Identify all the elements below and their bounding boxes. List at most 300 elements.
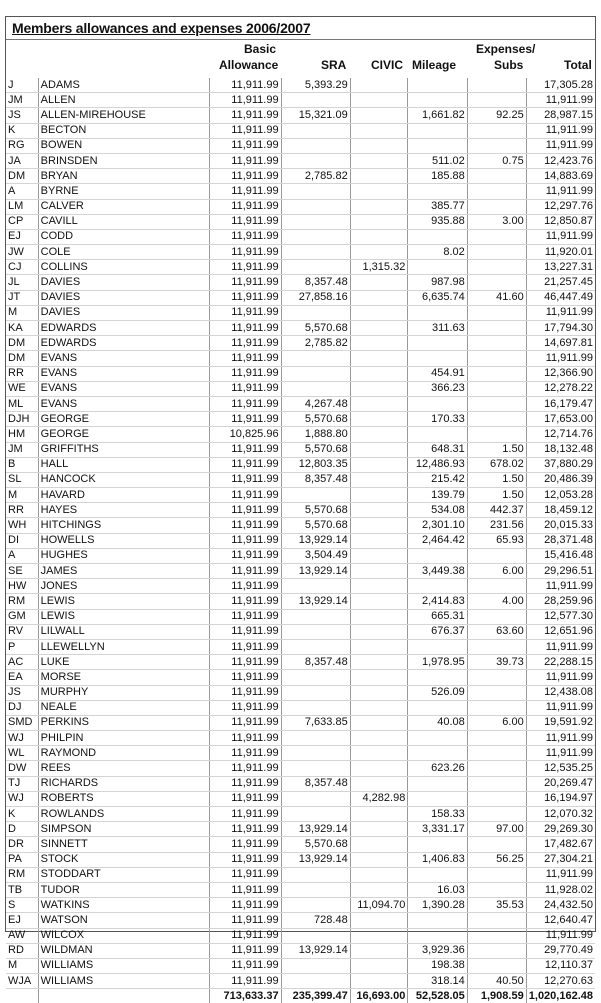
sra-cell [281,214,350,229]
mileage-cell: 534.08 [408,503,467,518]
table-row [6,503,595,518]
sra-cell: 13,929.14 [281,822,350,837]
civic-cell [350,837,408,852]
total-cell: 13,227.31 [526,260,595,275]
mileage-cell [408,928,467,943]
sra-cell [281,791,350,806]
member-initials: M [6,958,38,973]
member-surname: JONES [38,579,209,594]
total-cell: 11,911.99 [526,229,595,244]
expenses-cell [467,275,526,290]
expenses-cell: 3.00 [467,214,526,229]
basic-allowance-cell: 11,911.99 [209,943,281,958]
member-initials: HM [6,427,38,442]
expenses-cell: 231.56 [467,518,526,533]
table-row [6,472,595,487]
member-surname: MURPHY [38,685,209,700]
expenses-cell [467,761,526,776]
mileage-cell [408,700,467,715]
expenses-cell: 39.73 [467,655,526,670]
civic-cell [350,78,408,93]
civic-cell [350,882,408,897]
table-row [6,123,595,138]
total-cell: 12,278.22 [526,381,595,396]
member-surname: HAYES [38,503,209,518]
total-cell: 11,911.99 [526,138,595,153]
table-row [6,655,595,670]
expenses-cell [467,78,526,93]
member-surname: STODDART [38,867,209,882]
title-row [6,17,595,40]
member-surname: ADAMS [38,78,209,93]
member-initials: CP [6,214,38,229]
sra-cell: 4,267.48 [281,396,350,411]
basic-allowance-cell: 11,911.99 [209,351,281,366]
total-cell: 17,305.28 [526,78,595,93]
sra-cell: 13,929.14 [281,594,350,609]
member-surname: LEWIS [38,594,209,609]
total-cell: 14,883.69 [526,169,595,184]
civic-cell [350,807,408,822]
sra-cell: 5,570.68 [281,518,350,533]
civic-cell [350,761,408,776]
basic-allowance-cell: 11,911.99 [209,898,281,913]
mileage-cell: 2,414.83 [408,594,467,609]
member-surname: WATKINS [38,898,209,913]
table-row [6,336,595,351]
member-initials: JT [6,290,38,305]
member-initials: JM [6,442,38,457]
member-surname: EVANS [38,351,209,366]
expenses-cell [467,138,526,153]
basic-allowance-cell: 11,911.99 [209,548,281,563]
header-expenses-line1: Expenses/ [476,42,536,56]
mileage-cell [408,229,467,244]
expenses-cell: 40.50 [467,974,526,989]
page-title: Members allowances and expenses 2006/2007 [12,20,311,36]
mileage-cell: 6,635.74 [408,290,467,305]
civic-cell [350,275,408,290]
member-surname: HALL [38,457,209,472]
total-cell: 11,911.99 [526,867,595,882]
total-cell: 17,653.00 [526,412,595,427]
civic-cell [350,305,408,320]
basic-allowance-cell: 11,911.99 [209,123,281,138]
member-surname: BRYAN [38,169,209,184]
basic-allowance-cell: 11,911.99 [209,381,281,396]
total-cell: 12,535.25 [526,761,595,776]
total-cell: 11,911.99 [526,746,595,761]
total-cell: 11,911.99 [526,700,595,715]
expenses-cell [467,184,526,199]
table-row [6,639,595,654]
total-cell: 28,259.96 [526,594,595,609]
expenses-cell [467,807,526,822]
mileage-cell: 1,978.95 [408,655,467,670]
member-surname: BECTON [38,123,209,138]
mileage-cell [408,184,467,199]
member-initials: EJ [6,229,38,244]
table-row [6,290,595,305]
sra-cell [281,153,350,168]
table-row [6,305,595,320]
basic-allowance-cell: 11,911.99 [209,321,281,336]
table-row [6,138,595,153]
basic-allowance-cell: 11,911.99 [209,594,281,609]
member-initials: WJ [6,731,38,746]
table-row [6,928,595,943]
table-row [6,700,595,715]
member-initials: DI [6,533,38,548]
civic-cell [350,594,408,609]
basic-allowance-cell: 11,911.99 [209,609,281,624]
civic-cell [350,852,408,867]
civic-cell [350,229,408,244]
sra-cell [281,974,350,989]
civic-cell [350,943,408,958]
mileage-cell: 511.02 [408,153,467,168]
table-row [6,321,595,336]
member-initials: PA [6,852,38,867]
sra-cell: 13,929.14 [281,533,350,548]
sra-cell: 5,570.68 [281,442,350,457]
mileage-cell: 665.31 [408,609,467,624]
mileage-cell: 311.63 [408,321,467,336]
expenses-cell [467,366,526,381]
member-surname: WILDMAN [38,943,209,958]
sra-cell: 5,393.29 [281,78,350,93]
member-surname: WILLIAMS [38,974,209,989]
sra-cell [281,867,350,882]
total-cell: 11,920.01 [526,245,595,260]
table-row [6,351,595,366]
member-surname: REES [38,761,209,776]
member-initials: RR [6,503,38,518]
basic-allowance-cell: 11,911.99 [209,396,281,411]
mileage-cell: 987.98 [408,275,467,290]
sra-cell [281,928,350,943]
total-member-surname [38,989,209,1003]
basic-allowance-cell: 11,911.99 [209,746,281,761]
member-initials: SE [6,564,38,579]
expenses-cell [467,882,526,897]
expenses-cell [467,123,526,138]
mileage-cell: 170.33 [408,412,467,427]
table-row [6,518,595,533]
expenses-cell [467,351,526,366]
sra-cell: 2,785.82 [281,336,350,351]
member-surname: HOWELLS [38,533,209,548]
total-cell: 28,987.15 [526,108,595,123]
total-cell: 20,015.33 [526,518,595,533]
member-initials: AW [6,928,38,943]
expenses-cell: 35.53 [467,898,526,913]
expenses-cell: 65.93 [467,533,526,548]
header-mileage: Mileage [412,58,457,72]
basic-allowance-cell: 11,911.99 [209,412,281,427]
civic-cell [350,579,408,594]
table-row [6,381,595,396]
header-civic: CIVIC [371,58,404,72]
member-initials: DM [6,351,38,366]
member-initials: DM [6,336,38,351]
member-surname: WILCOX [38,928,209,943]
expenses-cell: 442.37 [467,503,526,518]
expenses-cell [467,427,526,442]
expenses-cell [467,305,526,320]
basic-allowance-cell: 11,911.99 [209,472,281,487]
table-row [6,913,595,928]
basic-allowance-cell: 11,911.99 [209,305,281,320]
total-cell: 12,110.37 [526,958,595,973]
member-surname: LILWALL [38,624,209,639]
basic-allowance-cell: 11,911.99 [209,108,281,123]
member-surname: PERKINS [38,715,209,730]
sra-cell: 8,357.48 [281,275,350,290]
total-cell: 27,304.21 [526,852,595,867]
table-row [6,852,595,867]
sra-cell [281,807,350,822]
basic-allowance-cell: 11,911.99 [209,837,281,852]
sra-cell [281,351,350,366]
mileage-cell [408,138,467,153]
member-surname: HANCOCK [38,472,209,487]
mileage-cell: 935.88 [408,214,467,229]
sra-cell: 2,785.82 [281,169,350,184]
member-initials: K [6,807,38,822]
basic-allowance-cell: 11,911.99 [209,974,281,989]
sra-cell [281,731,350,746]
civic-cell [350,321,408,336]
sra-cell [281,609,350,624]
expenses-cell [467,260,526,275]
sra-cell [281,882,350,897]
mileage-cell [408,351,467,366]
member-surname: LLEWELLYN [38,639,209,654]
civic-cell [350,427,408,442]
expenses-cell [467,93,526,108]
member-initials: JM [6,93,38,108]
mileage-cell [408,123,467,138]
expenses-cell: 1.50 [467,488,526,503]
member-surname: RICHARDS [38,776,209,791]
civic-cell [350,822,408,837]
member-initials: WL [6,746,38,761]
total-civic-cell: 16,693.00 [350,989,408,1003]
civic-cell [350,214,408,229]
sra-cell [281,184,350,199]
total-cell: 12,053.28 [526,488,595,503]
sra-cell: 5,570.68 [281,837,350,852]
table-row [6,776,595,791]
sra-cell [281,624,350,639]
member-surname: BYRNE [38,184,209,199]
header-basic-line2: Allowance [219,58,279,72]
mileage-cell [408,776,467,791]
total-cell: 24,432.50 [526,898,595,913]
sra-cell: 13,929.14 [281,943,350,958]
civic-cell: 4,282.98 [350,791,408,806]
member-surname: SIMPSON [38,822,209,837]
table-row [6,169,595,184]
sra-cell [281,123,350,138]
sra-cell: 7,633.85 [281,715,350,730]
member-surname: WATSON [38,913,209,928]
expenses-cell: 41.60 [467,290,526,305]
basic-allowance-cell: 11,911.99 [209,503,281,518]
total-cell: 16,194.97 [526,791,595,806]
total-member-initials [6,989,38,1003]
civic-cell [350,412,408,427]
civic-cell [350,518,408,533]
expenses-cell [467,913,526,928]
basic-allowance-cell: 11,911.99 [209,579,281,594]
civic-cell [350,533,408,548]
mileage-cell: 139.79 [408,488,467,503]
basic-allowance-cell: 11,911.99 [209,199,281,214]
expenses-cell [467,396,526,411]
basic-allowance-cell: 11,911.99 [209,229,281,244]
total-cell: 37,880.29 [526,457,595,472]
total-cell: 12,651.96 [526,624,595,639]
basic-allowance-cell: 11,911.99 [209,882,281,897]
member-surname: LUKE [38,655,209,670]
civic-cell [350,381,408,396]
total-mileage-cell: 52,528.05 [408,989,467,1003]
basic-allowance-cell: 11,911.99 [209,366,281,381]
civic-cell [350,442,408,457]
member-initials: P [6,639,38,654]
table-row [6,260,595,275]
mileage-cell [408,731,467,746]
mileage-cell [408,791,467,806]
mileage-cell: 1,390.28 [408,898,467,913]
expenses-cell: 56.25 [467,852,526,867]
total-cell: 12,366.90 [526,366,595,381]
expenses-cell [467,958,526,973]
member-initials: RG [6,138,38,153]
total-cell: 11,928.02 [526,882,595,897]
member-initials: S [6,898,38,913]
member-surname: HAVARD [38,488,209,503]
civic-cell [350,366,408,381]
mileage-cell: 623.26 [408,761,467,776]
total-cell: 11,911.99 [526,731,595,746]
mileage-cell: 366.23 [408,381,467,396]
table-row [6,153,595,168]
total-cell: 21,257.45 [526,275,595,290]
civic-cell [350,472,408,487]
mileage-cell [408,427,467,442]
total-cell: 12,423.76 [526,153,595,168]
expenses-cell [467,245,526,260]
expenses-cell [467,670,526,685]
member-initials: KA [6,321,38,336]
basic-allowance-cell: 11,911.99 [209,564,281,579]
header-basic-line1: Basic [244,42,277,56]
member-surname: EDWARDS [38,336,209,351]
totals-row [6,989,595,1003]
civic-cell [350,548,408,563]
total-cell: 11,911.99 [526,639,595,654]
total-cell: 18,459.12 [526,503,595,518]
civic-cell [350,184,408,199]
total-cell: 29,770.49 [526,943,595,958]
basic-allowance-cell: 11,911.99 [209,807,281,822]
expenses-cell: 6.00 [467,564,526,579]
total-cell: 12,577.30 [526,609,595,624]
sra-cell [281,381,350,396]
sra-cell: 12,803.35 [281,457,350,472]
table-row [6,822,595,837]
sra-cell [281,670,350,685]
member-surname: ROWLANDS [38,807,209,822]
total-cell: 46,447.49 [526,290,595,305]
basic-allowance-cell: 11,911.99 [209,184,281,199]
sra-cell [281,639,350,654]
table-row [6,245,595,260]
civic-cell [350,351,408,366]
member-initials: SMD [6,715,38,730]
mileage-cell: 3,449.38 [408,564,467,579]
total-cell: 12,714.76 [526,427,595,442]
member-initials: CJ [6,260,38,275]
civic-cell [350,503,408,518]
table-row [6,898,595,913]
mileage-cell: 1,661.82 [408,108,467,123]
civic-cell [350,776,408,791]
table-row [6,807,595,822]
table-row [6,609,595,624]
member-surname: DAVIES [38,290,209,305]
basic-allowance-cell: 11,911.99 [209,93,281,108]
basic-allowance-cell: 11,911.99 [209,852,281,867]
expenses-cell: 4.00 [467,594,526,609]
basic-allowance-cell: 11,911.99 [209,685,281,700]
civic-cell: 1,315.32 [350,260,408,275]
expenses-cell: 1.50 [467,472,526,487]
total-cell: 12,640.47 [526,913,595,928]
civic-cell [350,655,408,670]
basic-allowance-cell: 11,911.99 [209,624,281,639]
member-surname: MORSE [38,670,209,685]
civic-cell [350,746,408,761]
sra-cell: 1,888.80 [281,427,350,442]
sra-cell [281,229,350,244]
expenses-cell [467,548,526,563]
basic-allowance-cell: 11,911.99 [209,958,281,973]
expenses-cell [467,791,526,806]
table-row [6,958,595,973]
mileage-cell: 8.02 [408,245,467,260]
table-row [6,564,595,579]
table-row [6,837,595,852]
member-initials: WH [6,518,38,533]
member-initials: B [6,457,38,472]
table-row [6,457,595,472]
member-surname: DAVIES [38,275,209,290]
table-row [6,108,595,123]
basic-allowance-cell: 11,911.99 [209,533,281,548]
civic-cell: 11,094.70 [350,898,408,913]
total-cell: 20,269.47 [526,776,595,791]
member-initials: TJ [6,776,38,791]
table-row [6,412,595,427]
total-cell: 20,486.39 [526,472,595,487]
member-initials: RR [6,366,38,381]
total-cell: 28,371.48 [526,533,595,548]
member-initials: DR [6,837,38,852]
